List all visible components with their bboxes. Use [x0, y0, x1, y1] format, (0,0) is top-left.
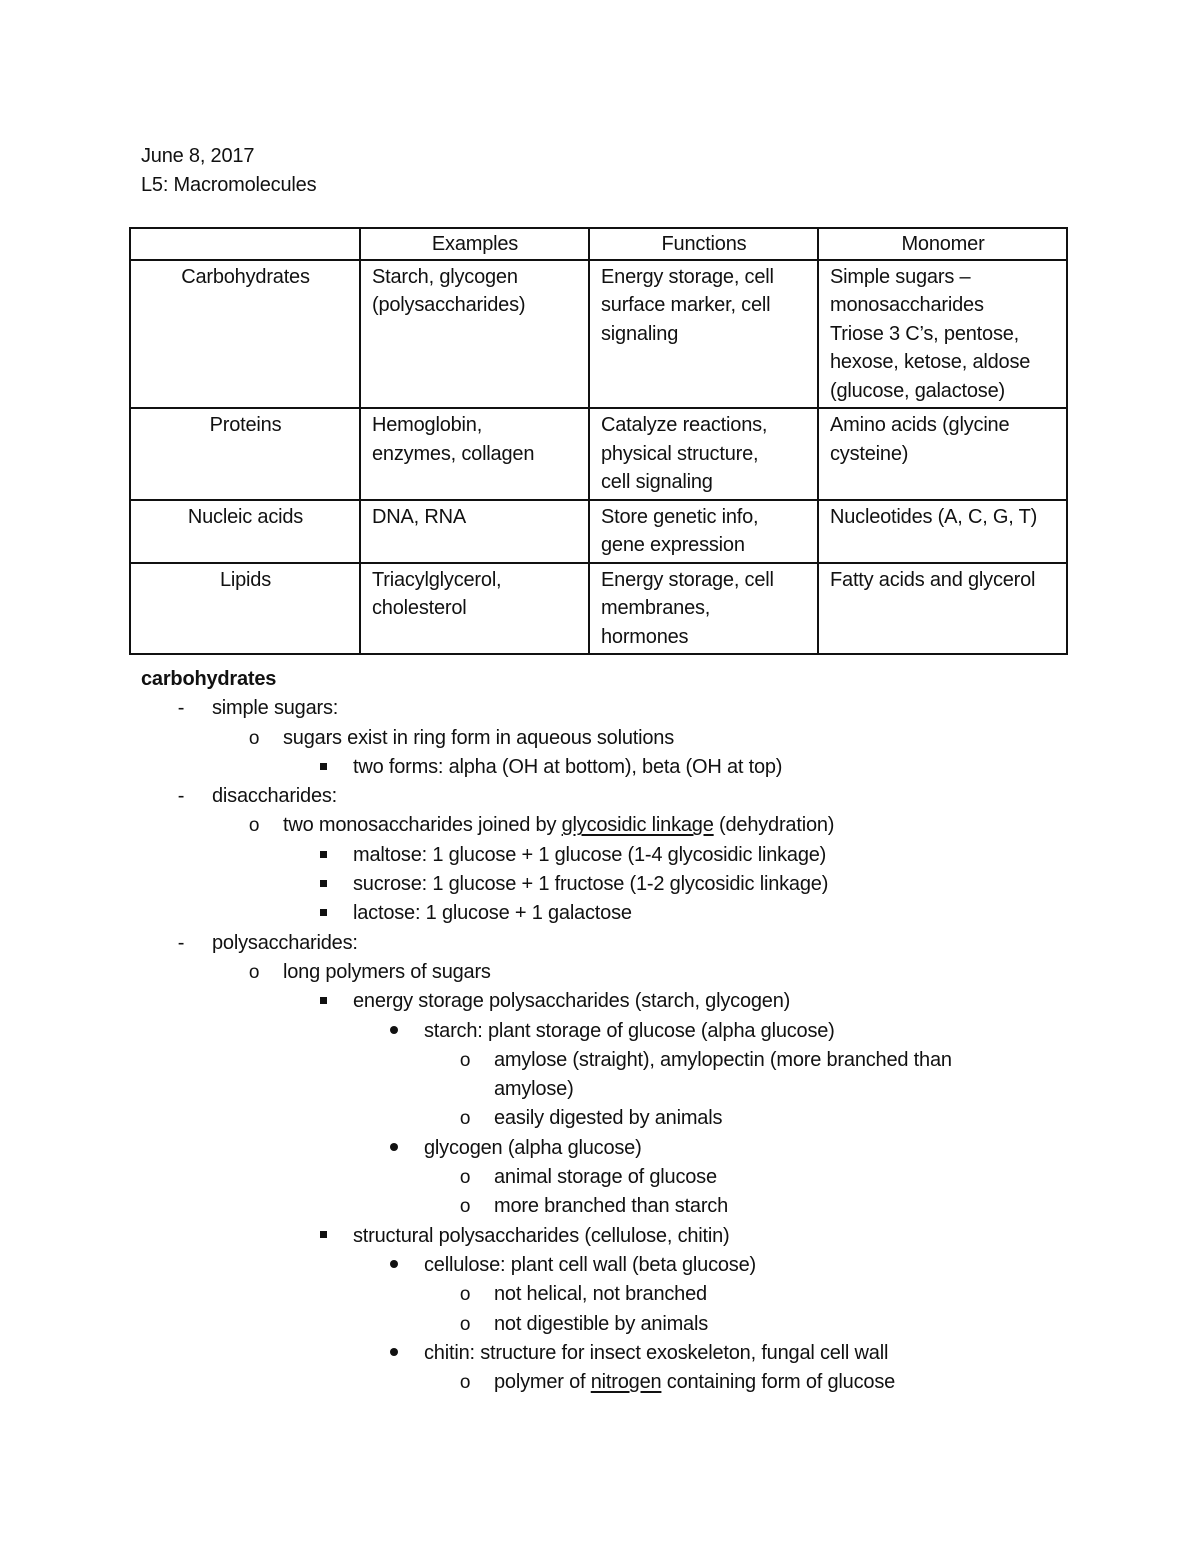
list-item: [141, 1368, 1141, 1397]
square-bullet-icon: [313, 987, 333, 1016]
examples-cell: [360, 260, 589, 409]
cell-line: Hemoglobin,: [372, 414, 483, 436]
square-bullet-icon: [313, 1222, 333, 1251]
text-fragment: (dehydration): [713, 814, 835, 837]
list-item-text: amylose (straight), amylopectin (more branched than amylose): [494, 1048, 952, 1101]
list-item: [141, 1163, 1141, 1192]
list-item-text: animal storage of glucose: [494, 1166, 717, 1189]
square-bullet-icon: [313, 753, 333, 782]
list-item: [141, 694, 1141, 723]
cell-line: Triose 3 C’s, pentose,: [830, 322, 1020, 345]
table-row: [130, 260, 1067, 409]
list-item-text: two forms: alpha (OH at bottom), beta (OH at top): [353, 755, 783, 778]
cell-line: gene expression: [601, 534, 745, 556]
underlined-term: nitrogen: [590, 1371, 662, 1394]
circle-bullet: o: [459, 1049, 471, 1071]
circle-bullet: o: [248, 961, 260, 983]
circle-bullet: o: [248, 815, 260, 837]
circle-bullet: o: [459, 1372, 471, 1394]
functions-cell: [589, 500, 818, 563]
cell-line: (polysaccharides): [372, 294, 526, 316]
circle-bullet: o: [459, 1167, 471, 1189]
text-fragment: two monosaccharides joined by: [283, 814, 562, 837]
cell-line: Amino acids (glycine: [830, 414, 1010, 436]
list-item-text: more branched than starch: [494, 1195, 729, 1218]
cell-line: (glucose, galactose): [830, 379, 1005, 402]
text-fragment: containing form of glucose: [661, 1371, 896, 1394]
list-item: [141, 753, 1141, 782]
carbohydrates-notes: [141, 665, 1141, 1397]
monomer-cell: [818, 260, 1067, 409]
dot-bullet-icon: [384, 1339, 404, 1368]
lecture-title: L5: Macromolecules: [141, 174, 317, 196]
monomer-cell: [818, 500, 1067, 563]
dash-bullet: -: [177, 785, 185, 808]
list-item-text: sugars exist in ring form in aqueous solutions: [283, 726, 675, 749]
cell-line: Energy storage, cell: [601, 568, 774, 591]
table-row: [130, 563, 1067, 655]
cell-line: Simple sugars –: [830, 265, 971, 288]
monomer-cell: [818, 563, 1067, 655]
header-cell-functions: Functions: [589, 228, 818, 260]
list-item: [141, 724, 1141, 753]
cell-line: enzymes, collagen: [372, 442, 535, 465]
list-item-text: energy storage polysaccharides (starch, glycogen): [353, 990, 791, 1013]
square-bullet-icon: [313, 870, 333, 899]
section-title: carbohydrates: [141, 668, 277, 690]
cell-line: monosaccharides: [830, 294, 984, 316]
list-item: [141, 1046, 1141, 1105]
list-item-text: lactose: 1 glucose + 1 galactose: [353, 902, 632, 925]
dot-bullet-icon: [384, 1134, 404, 1163]
examples-cell: [360, 563, 589, 655]
cell-line: DNA, RNA: [372, 505, 466, 528]
list-item-text: polysaccharides:: [212, 931, 358, 954]
row-label-lipids: Lipids: [130, 563, 360, 655]
list-item: [141, 1104, 1141, 1133]
cell-line: cell signaling: [601, 471, 713, 493]
cell-line: Triacylglycerol,: [372, 568, 502, 591]
list-item: [141, 958, 1141, 987]
functions-cell: [589, 563, 818, 655]
cell-line: Energy storage, cell: [601, 265, 774, 288]
list-item-text: structural polysaccharides (cellulose, chitin): [353, 1224, 730, 1247]
list-item-text: easily digested by animals: [494, 1107, 723, 1130]
list-item: [141, 1339, 1141, 1368]
list-item-text: starch: plant storage of glucose (alpha glucose): [424, 1019, 835, 1042]
list-item: [141, 1017, 1141, 1046]
list-item: [141, 1192, 1141, 1221]
underlined-term: glycosidic linkage: [561, 814, 714, 837]
date-heading: June 8, 2017: [141, 145, 255, 167]
cell-line: surface marker, cell: [601, 294, 771, 316]
table-row: [130, 500, 1067, 563]
list-item: [141, 929, 1141, 958]
dash-bullet: -: [177, 931, 185, 954]
cell-line: physical structure,: [601, 442, 759, 465]
cell-line: Nucleotides (A, C, G, T): [830, 505, 1038, 528]
cell-line: Fatty acids and glycerol: [830, 568, 1036, 591]
list-item-text: [494, 1368, 1014, 1397]
list-item: [141, 782, 1141, 811]
list-item-text: long polymers of sugars: [283, 960, 491, 983]
circle-bullet: o: [459, 1108, 471, 1130]
list-item-text: [283, 814, 834, 836]
list-item-text: glycogen (alpha glucose): [424, 1136, 642, 1159]
circle-bullet: o: [459, 1284, 471, 1306]
circle-bullet: o: [459, 1196, 471, 1218]
dot-bullet-icon: [384, 1017, 404, 1046]
monomer-cell: [818, 408, 1067, 500]
list-item-text: disaccharides:: [212, 785, 338, 808]
list-item: [141, 841, 1141, 870]
examples-cell: [360, 408, 589, 500]
header-cell-examples: Examples: [360, 228, 589, 260]
circle-bullet: o: [248, 727, 260, 749]
list-item-text: maltose: 1 glucose + 1 glucose (1-4 glycosidic linkage): [353, 843, 827, 866]
row-label-carbohydrates: Carbohydrates: [130, 260, 360, 409]
list-item-text: not digestible by animals: [494, 1312, 709, 1335]
list-item: [141, 870, 1141, 899]
functions-cell: [589, 408, 818, 500]
cell-line: cholesterol: [372, 597, 467, 619]
cell-line: signaling: [601, 322, 679, 345]
square-bullet-icon: [313, 841, 333, 870]
list-item: [141, 1134, 1141, 1163]
table-row: [130, 408, 1067, 500]
square-bullet-icon: [313, 899, 333, 928]
row-label-nucleic-acids: Nucleic acids: [130, 500, 360, 563]
list-item: [141, 899, 1141, 928]
dash-bullet: -: [177, 697, 185, 720]
cell-line: cysteine): [830, 442, 909, 465]
cell-line: hexose, ketose, aldose: [830, 351, 1031, 373]
header-cell-monomer: Monomer: [818, 228, 1067, 260]
row-label-proteins: Proteins: [130, 408, 360, 500]
cell-line: Store genetic info,: [601, 505, 759, 528]
circle-bullet: o: [459, 1313, 471, 1335]
list-item-text: simple sugars:: [212, 697, 339, 720]
cell-line: hormones: [601, 625, 689, 648]
list-item-text: chitin: structure for insect exoskeleton, fungal cell wall: [424, 1341, 889, 1364]
dot-bullet-icon: [384, 1251, 404, 1280]
list-item-text: not helical, not branched: [494, 1283, 707, 1306]
header-cell-blank: [130, 228, 360, 260]
list-item-text: sucrose: 1 glucose + 1 fructose (1-2 glycosidic linkage): [353, 873, 829, 896]
macromolecules-table: [129, 227, 1068, 655]
text-fragment: polymer of: [494, 1371, 591, 1394]
list-item: [141, 811, 1141, 840]
list-item: [141, 1310, 1141, 1339]
list-item-text: cellulose: plant cell wall (beta glucose): [424, 1253, 756, 1276]
list-item: [141, 1251, 1141, 1280]
list-item: [141, 1222, 1141, 1251]
functions-cell: [589, 260, 818, 409]
cell-line: Starch, glycogen: [372, 265, 518, 288]
table-header-row: [130, 228, 1067, 260]
cell-line: membranes,: [601, 597, 711, 619]
cell-line: Catalyze reactions,: [601, 414, 768, 436]
list-item: [141, 1280, 1141, 1309]
examples-cell: [360, 500, 589, 563]
list-item: [141, 987, 1141, 1016]
